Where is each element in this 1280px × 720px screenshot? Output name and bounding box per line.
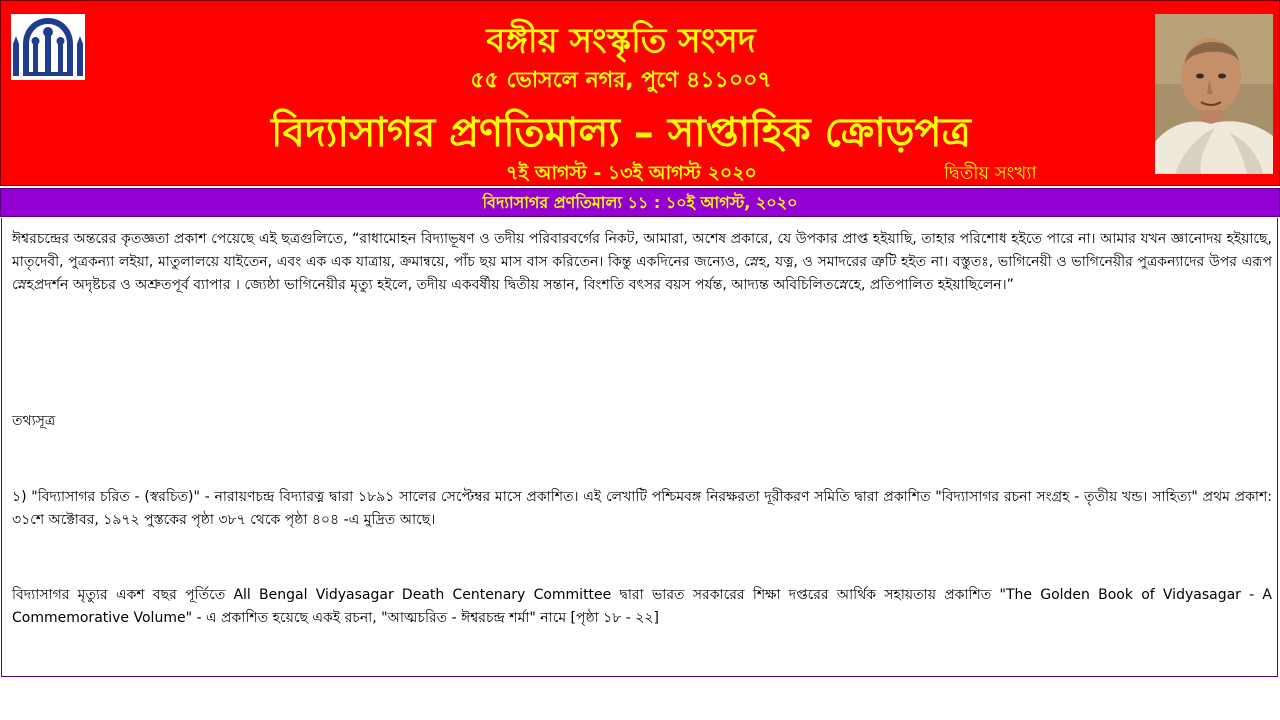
organization-name: বঙ্গীয় সংস্কৃতি সংসদ <box>486 21 756 61</box>
issue-number: দ্বিতীয় সংখ্যা <box>944 163 1037 184</box>
article-content <box>1 218 1278 677</box>
organization-address: ৫৫ ভোসলে নগর, পুণে ৪১১০০৭ <box>470 68 772 93</box>
source-item-2: বিদ্যাসাগর মৃত্যুর একশ বছর পূর্তিতে All Bengal Vidyasagar Death Centenary Committee দ্বারা ভারত সরকারের শিক্ষা দপ্তরের আর্থিক সহায়তায় প্রকাশিত "The Golden Book of Vidyasagar - A Commemorative Volume" - এ প্রকাশিত হয়েছে একই রচনা, "আত্মচরিত - ঈশ্বরচন্দ্র শর্মা" নামে [পৃষ্ঠা ১৮ - ২২] <box>12 587 1272 626</box>
sanskriti-sansad-logo-icon <box>11 14 85 80</box>
supplement-title: বিদ্যাসাগর প্রণতিমাল্য – সাপ্তাহিক ক্রোড়পত্র <box>271 110 971 156</box>
quote-paragraph: ঈশ্বরচন্দ্রের অন্তরের কৃতজ্ঞতা প্রকাশ পেয়েছে এই ছত্রগুলিতে, “রাধামোহন বিদ্যাভূষণ ও তদীয় পরিবারবর্গের নিকট, আমারা, অশেষ প্রকারে, যে উপকার প্রাপ্ত হইয়াছি, তাহার পরিশোধ হইতে পারে না। আমার যখন জ্ঞানোদয় হইয়াছে, মাতৃদেবী, পুত্রকন্যা লইয়া, মাতুলালয়ে যাইতেন, এবং এক এক যাত্রায়, ক্রমান্বয়ে, পাঁচ ছয় মাস বাস করিতেন। কিন্তু একদিনের জন্যেও, স্নেহ, যত্ন, ও সমাদরের ত্রুটি হইত না। বস্তুতঃ, ভাগিনেয়ী ও ভাগিনেয়ীর পুত্রকন্যাদের উপর এরূপ স্নেহপ্রদর্শন অদৃষ্টচর ও অশ্রুতপূর্ব ব্যাপার । জ্যেষ্ঠা ভাগিনেয়ীর মৃত্যু হইলে, তদীয় একবর্ষীয় দ্বিতীয় সন্তান, বিংশতি বৎসর বয়স পর্যন্ত, আদ্যন্ত অবিচিলিতস্নেহে, প্রতিপালিত হইয়াছিলেন।” <box>12 231 1272 293</box>
vidyasagar-portrait-icon <box>1155 14 1273 174</box>
source-item-1: ১) "বিদ্যাসাগর চরিত - (স্বরচিত)" - নারায়ণচন্দ্র বিদ্যারত্ন দ্বারা ১৮৯১ সালের সেপ্টেম্বর মাসে প্রকাশিত। এই লেখাটি পশ্চিমবঙ্গ নিরক্ষরতা দূরীকরণ সমিতি দ্বারা প্রকাশিত "বিদ্যাসাগর রচনা সংগ্রহ - তৃতীয় খন্ড। সাহিত্য" প্রথম প্রকাশ: ৩১শে অক্টোবর, ১৯৭২ পুস্তকের পৃষ্ঠা ৩৮৭ থেকে পৃষ্ঠা ৪০৪ -এ মুদ্রিত আছে। <box>12 489 1272 528</box>
sources-heading: তথ্যসূত্র <box>12 413 56 429</box>
series-subheader: বিদ্যাসাগর প্রণতিমাল্য ১১ : ১০ই আগস্ট, ২০২০ <box>0 188 1280 217</box>
header-banner <box>0 0 1280 186</box>
date-range: ৭ই আগস্ট - ১৩ই আগস্ট ২০২০ <box>506 162 757 184</box>
